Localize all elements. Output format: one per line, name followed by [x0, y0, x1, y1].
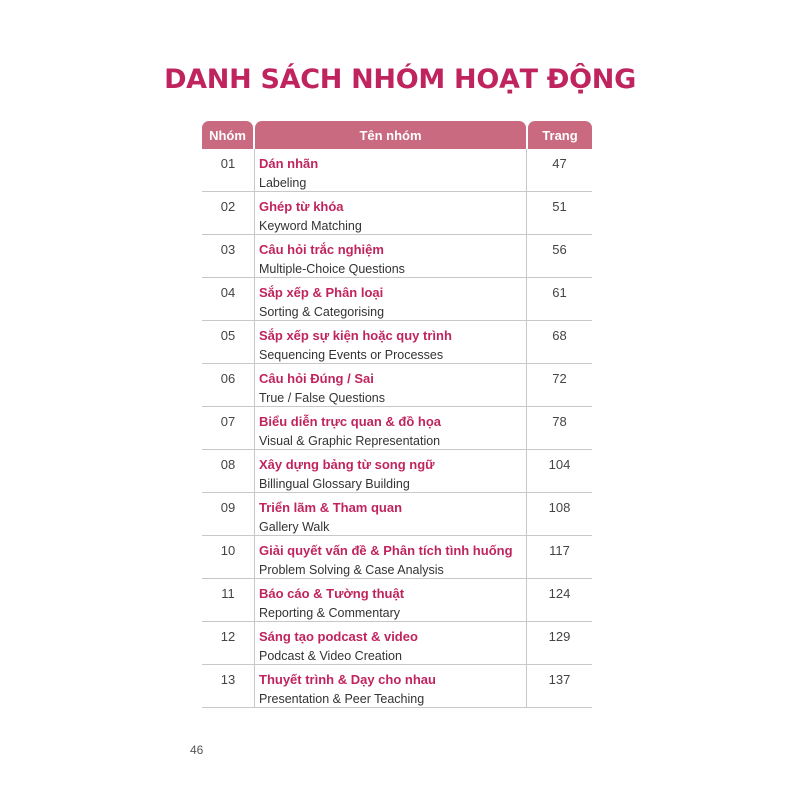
- page-reference: 108: [548, 500, 571, 515]
- group-number: 09: [220, 500, 236, 515]
- header-group-number: Nhóm: [202, 121, 253, 149]
- group-number: 05: [220, 328, 236, 343]
- group-name-vietnamese: Sắp xếp & Phân loại: [259, 285, 384, 300]
- group-number: 06: [220, 371, 236, 386]
- group-name-vietnamese: Giải quyết vấn đề & Phân tích tình huống: [259, 543, 513, 558]
- table-row: [202, 407, 592, 450]
- group-name-cell: [259, 413, 522, 450]
- group-name-english: Reporting & Commentary: [259, 606, 401, 620]
- table-row: [202, 192, 592, 235]
- group-number: 03: [220, 242, 236, 257]
- group-number: 10: [220, 543, 236, 558]
- group-name-vietnamese: Sáng tạo podcast & video: [259, 629, 418, 644]
- table-row: [202, 493, 592, 536]
- table-body: [202, 149, 592, 708]
- header-page: Trang: [528, 121, 592, 149]
- table-row: [202, 665, 592, 708]
- group-name-vietnamese: Dán nhãn: [259, 156, 319, 171]
- page-reference: 124: [548, 586, 571, 601]
- group-name-vietnamese: Triển lãm & Tham quan: [259, 500, 403, 515]
- group-name-cell: [259, 499, 522, 536]
- header-group-name: Tên nhóm: [255, 121, 526, 149]
- table-row: [202, 536, 592, 579]
- page-reference: 117: [549, 543, 570, 558]
- group-name-english: True / False Questions: [259, 391, 385, 405]
- group-name-english: Sequencing Events or Processes: [259, 348, 444, 362]
- table-row: [202, 450, 592, 493]
- table-header: [202, 121, 592, 149]
- group-name-cell: [259, 241, 522, 278]
- table-row: [202, 579, 592, 622]
- group-name-cell: [259, 284, 522, 321]
- group-number: 08: [220, 457, 236, 472]
- group-number: 12: [220, 629, 236, 644]
- group-name-cell: [259, 155, 522, 192]
- group-name-cell: [259, 370, 522, 407]
- group-name-cell: [259, 628, 522, 665]
- group-name-english: Visual & Graphic Representation: [259, 434, 441, 448]
- group-name-vietnamese: Câu hỏi trắc nghiệm: [259, 242, 384, 257]
- group-name-english: Sorting & Categorising: [259, 305, 385, 319]
- group-number: 07: [220, 414, 236, 429]
- table-row: [202, 321, 592, 364]
- table-row: [202, 364, 592, 407]
- group-number: 01: [220, 156, 236, 171]
- group-number: 11: [221, 586, 235, 601]
- group-name-english: Problem Solving & Case Analysis: [259, 563, 444, 577]
- page-number: 46: [190, 743, 204, 757]
- group-name-cell: [259, 327, 522, 364]
- group-number: 04: [220, 285, 236, 300]
- group-name-cell: [259, 542, 522, 579]
- page-reference: 104: [548, 457, 571, 472]
- group-name-vietnamese: Ghép từ khóa: [259, 199, 344, 214]
- group-number: 02: [220, 199, 236, 214]
- page-reference: 51: [552, 199, 567, 214]
- group-name-english: Multiple-Choice Questions: [259, 262, 405, 276]
- page-reference: 68: [552, 328, 567, 343]
- group-name-english: Keyword Matching: [259, 219, 362, 233]
- table-row: [202, 278, 592, 321]
- group-name-english: Presentation & Peer Teaching: [259, 692, 425, 706]
- group-name-cell: [259, 198, 522, 235]
- page-reference: 78: [552, 414, 567, 429]
- group-name-vietnamese: Biểu diễn trực quan & đồ họa: [259, 414, 442, 429]
- page-reference: 129: [548, 629, 571, 644]
- group-number: 13: [220, 672, 236, 687]
- page-reference: 61: [552, 285, 567, 300]
- page-reference: 137: [548, 672, 571, 687]
- group-name-vietnamese: Xây dựng bảng từ song ngữ: [259, 457, 435, 472]
- group-name-vietnamese: Sắp xếp sự kiện hoặc quy trình: [259, 328, 452, 343]
- page-reference: 56: [552, 242, 567, 257]
- page-reference: 47: [552, 156, 567, 171]
- table-row: [202, 622, 592, 665]
- group-name-cell: [259, 585, 522, 622]
- page-reference: 72: [552, 371, 567, 386]
- table-row: [202, 149, 592, 192]
- page-title: DANH SÁCH NHÓM HOẠT ĐỘNG: [164, 64, 636, 95]
- group-name-vietnamese: Câu hỏi Đúng / Sai: [259, 371, 374, 386]
- activity-table: [202, 121, 592, 708]
- group-name-english: Gallery Walk: [259, 520, 330, 534]
- table-row: [202, 235, 592, 278]
- group-name-vietnamese: Thuyết trình & Dạy cho nhau: [259, 672, 436, 687]
- group-name-cell: [259, 456, 522, 493]
- group-name-english: Podcast & Video Creation: [259, 649, 402, 663]
- group-name-english: Labeling: [259, 176, 307, 190]
- group-name-cell: [259, 671, 522, 708]
- group-name-vietnamese: Báo cáo & Tường thuật: [259, 586, 405, 601]
- group-name-english: Billingual Glossary Building: [259, 477, 410, 491]
